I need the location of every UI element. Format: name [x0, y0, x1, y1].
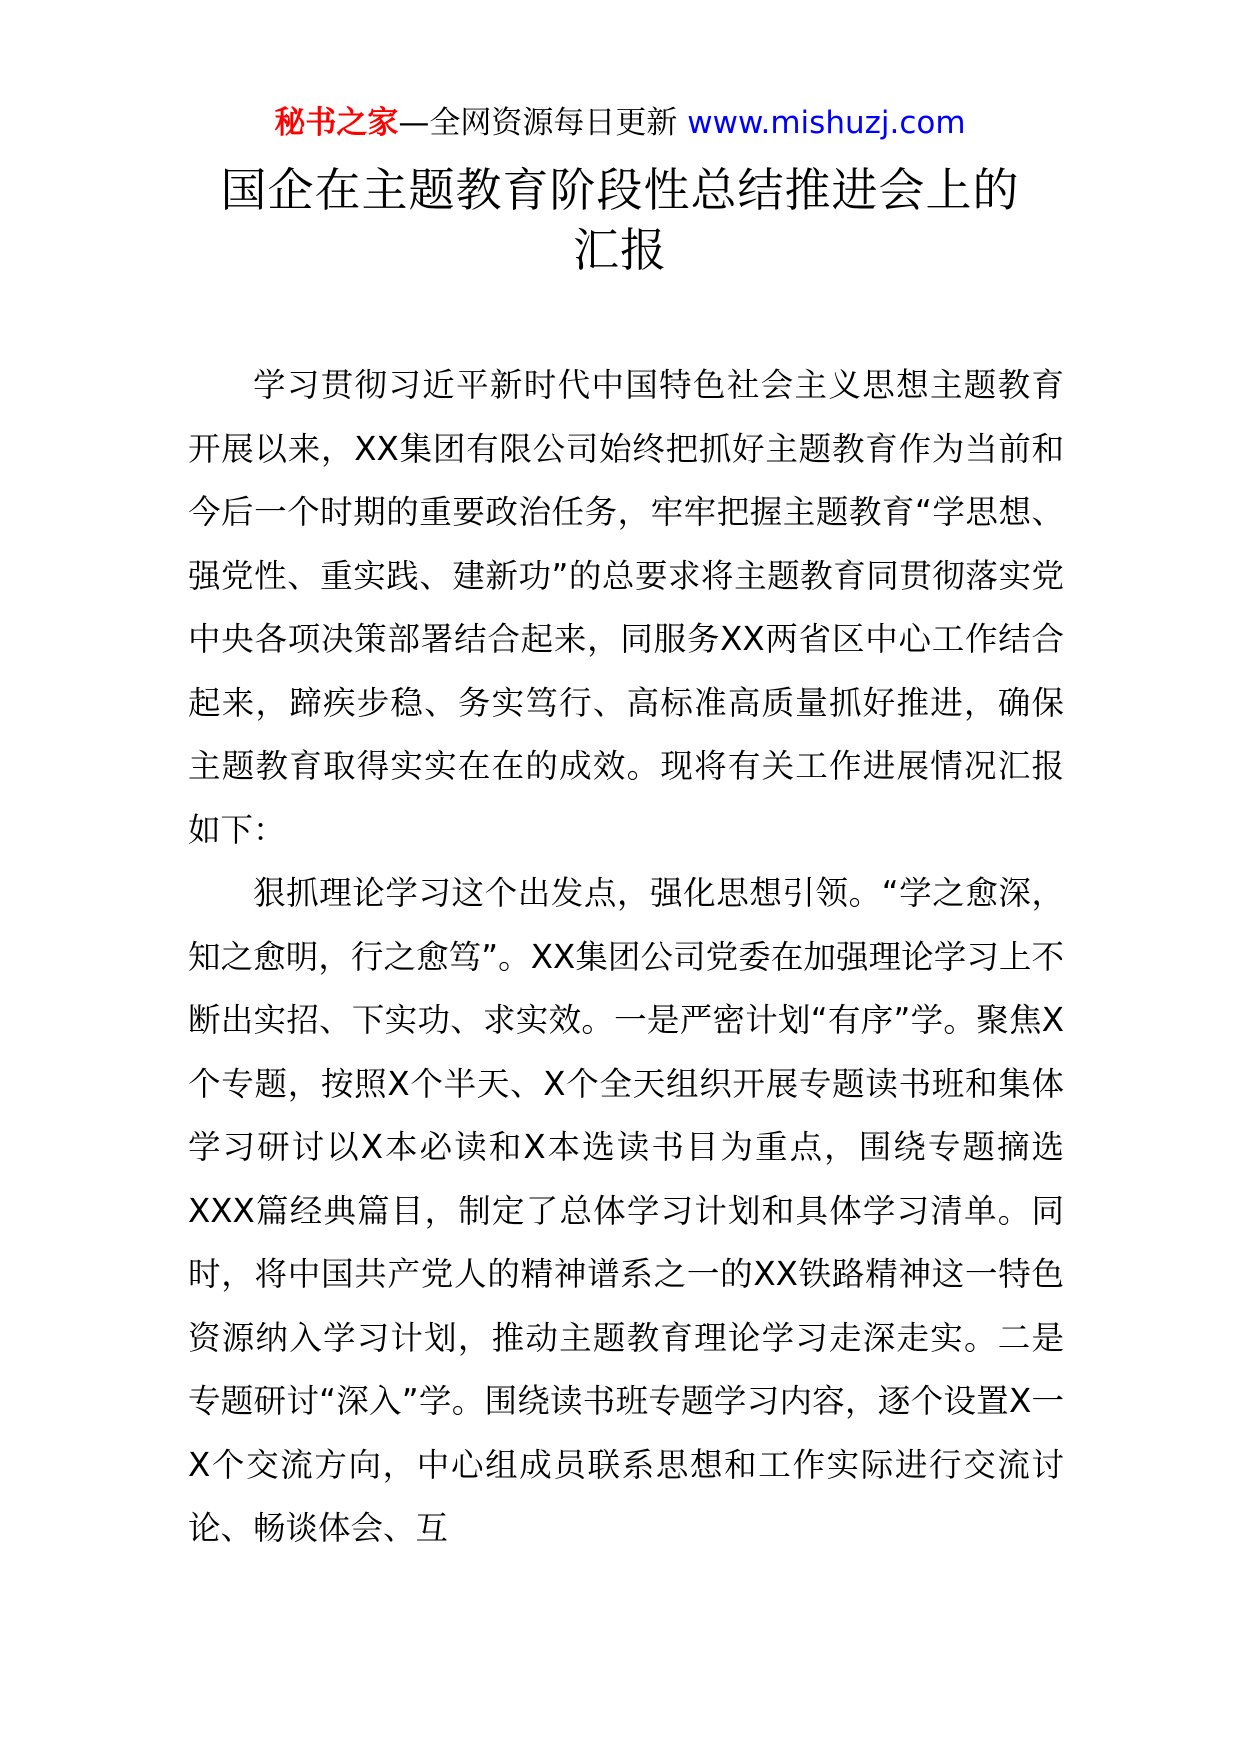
site-url-link[interactable]: www.mishuzj.com	[687, 105, 966, 141]
body-paragraph-2: 狠抓理论学习这个出发点，强化思想引领。“学之愈深，知之愈明，行之愈笃”。XX集团公司党委在加强理论学习上不断出实招、下实功、求实效。一是严密计划“有序”学。聚焦X个专题，按照X个半天、X个全天组织开展专题读书班和集体学习研讨以X本必读和X本选读书目为重点，围绕专题摘选XXX篇经典篇目，制定了总体学习计划和具体学习清单。同时，将中国共产党人的精神谱系之一的XX铁路精神这一特色资源纳入学习计划，推动主题教育理论学习走深走实。二是专题研讨“深入”学。围绕读书班专题学习内容，逐个设置X一X个交流方向，中心组成员联系思想和工作实际进行交流讨论、畅谈体会、互	[188, 874, 1064, 1547]
site-tagline: —全网资源每日更新	[398, 105, 678, 141]
document-title-line-2: 汇报	[573, 223, 667, 277]
document-title-line-1: 国企在主题教育阶段性总结推进会上的	[220, 163, 1020, 217]
body-paragraph-1: 学习贯彻习近平新时代中国特色社会主义思想主题教育开展以来，XX集团有限公司始终把抓好主题教育作为当前和今后一个时期的重要政治任务，牢牢把握主题教育“学思想、强党性、重实践、建新功”的总要求将主题教育同贯彻落实党中央各项决策部署结合起来，同服务XX两省区中心工作结合起来，蹄疾步稳、务实笃行、高标准高质量抓好推进，确保主题教育取得实实在在的成效。现将有关工作进展情况汇报如下：	[188, 366, 1064, 849]
document-body	[188, 354, 1064, 1561]
document-title	[160, 160, 1080, 280]
site-brand: 秘书之家	[274, 105, 399, 141]
site-watermark-banner	[0, 100, 1240, 146]
